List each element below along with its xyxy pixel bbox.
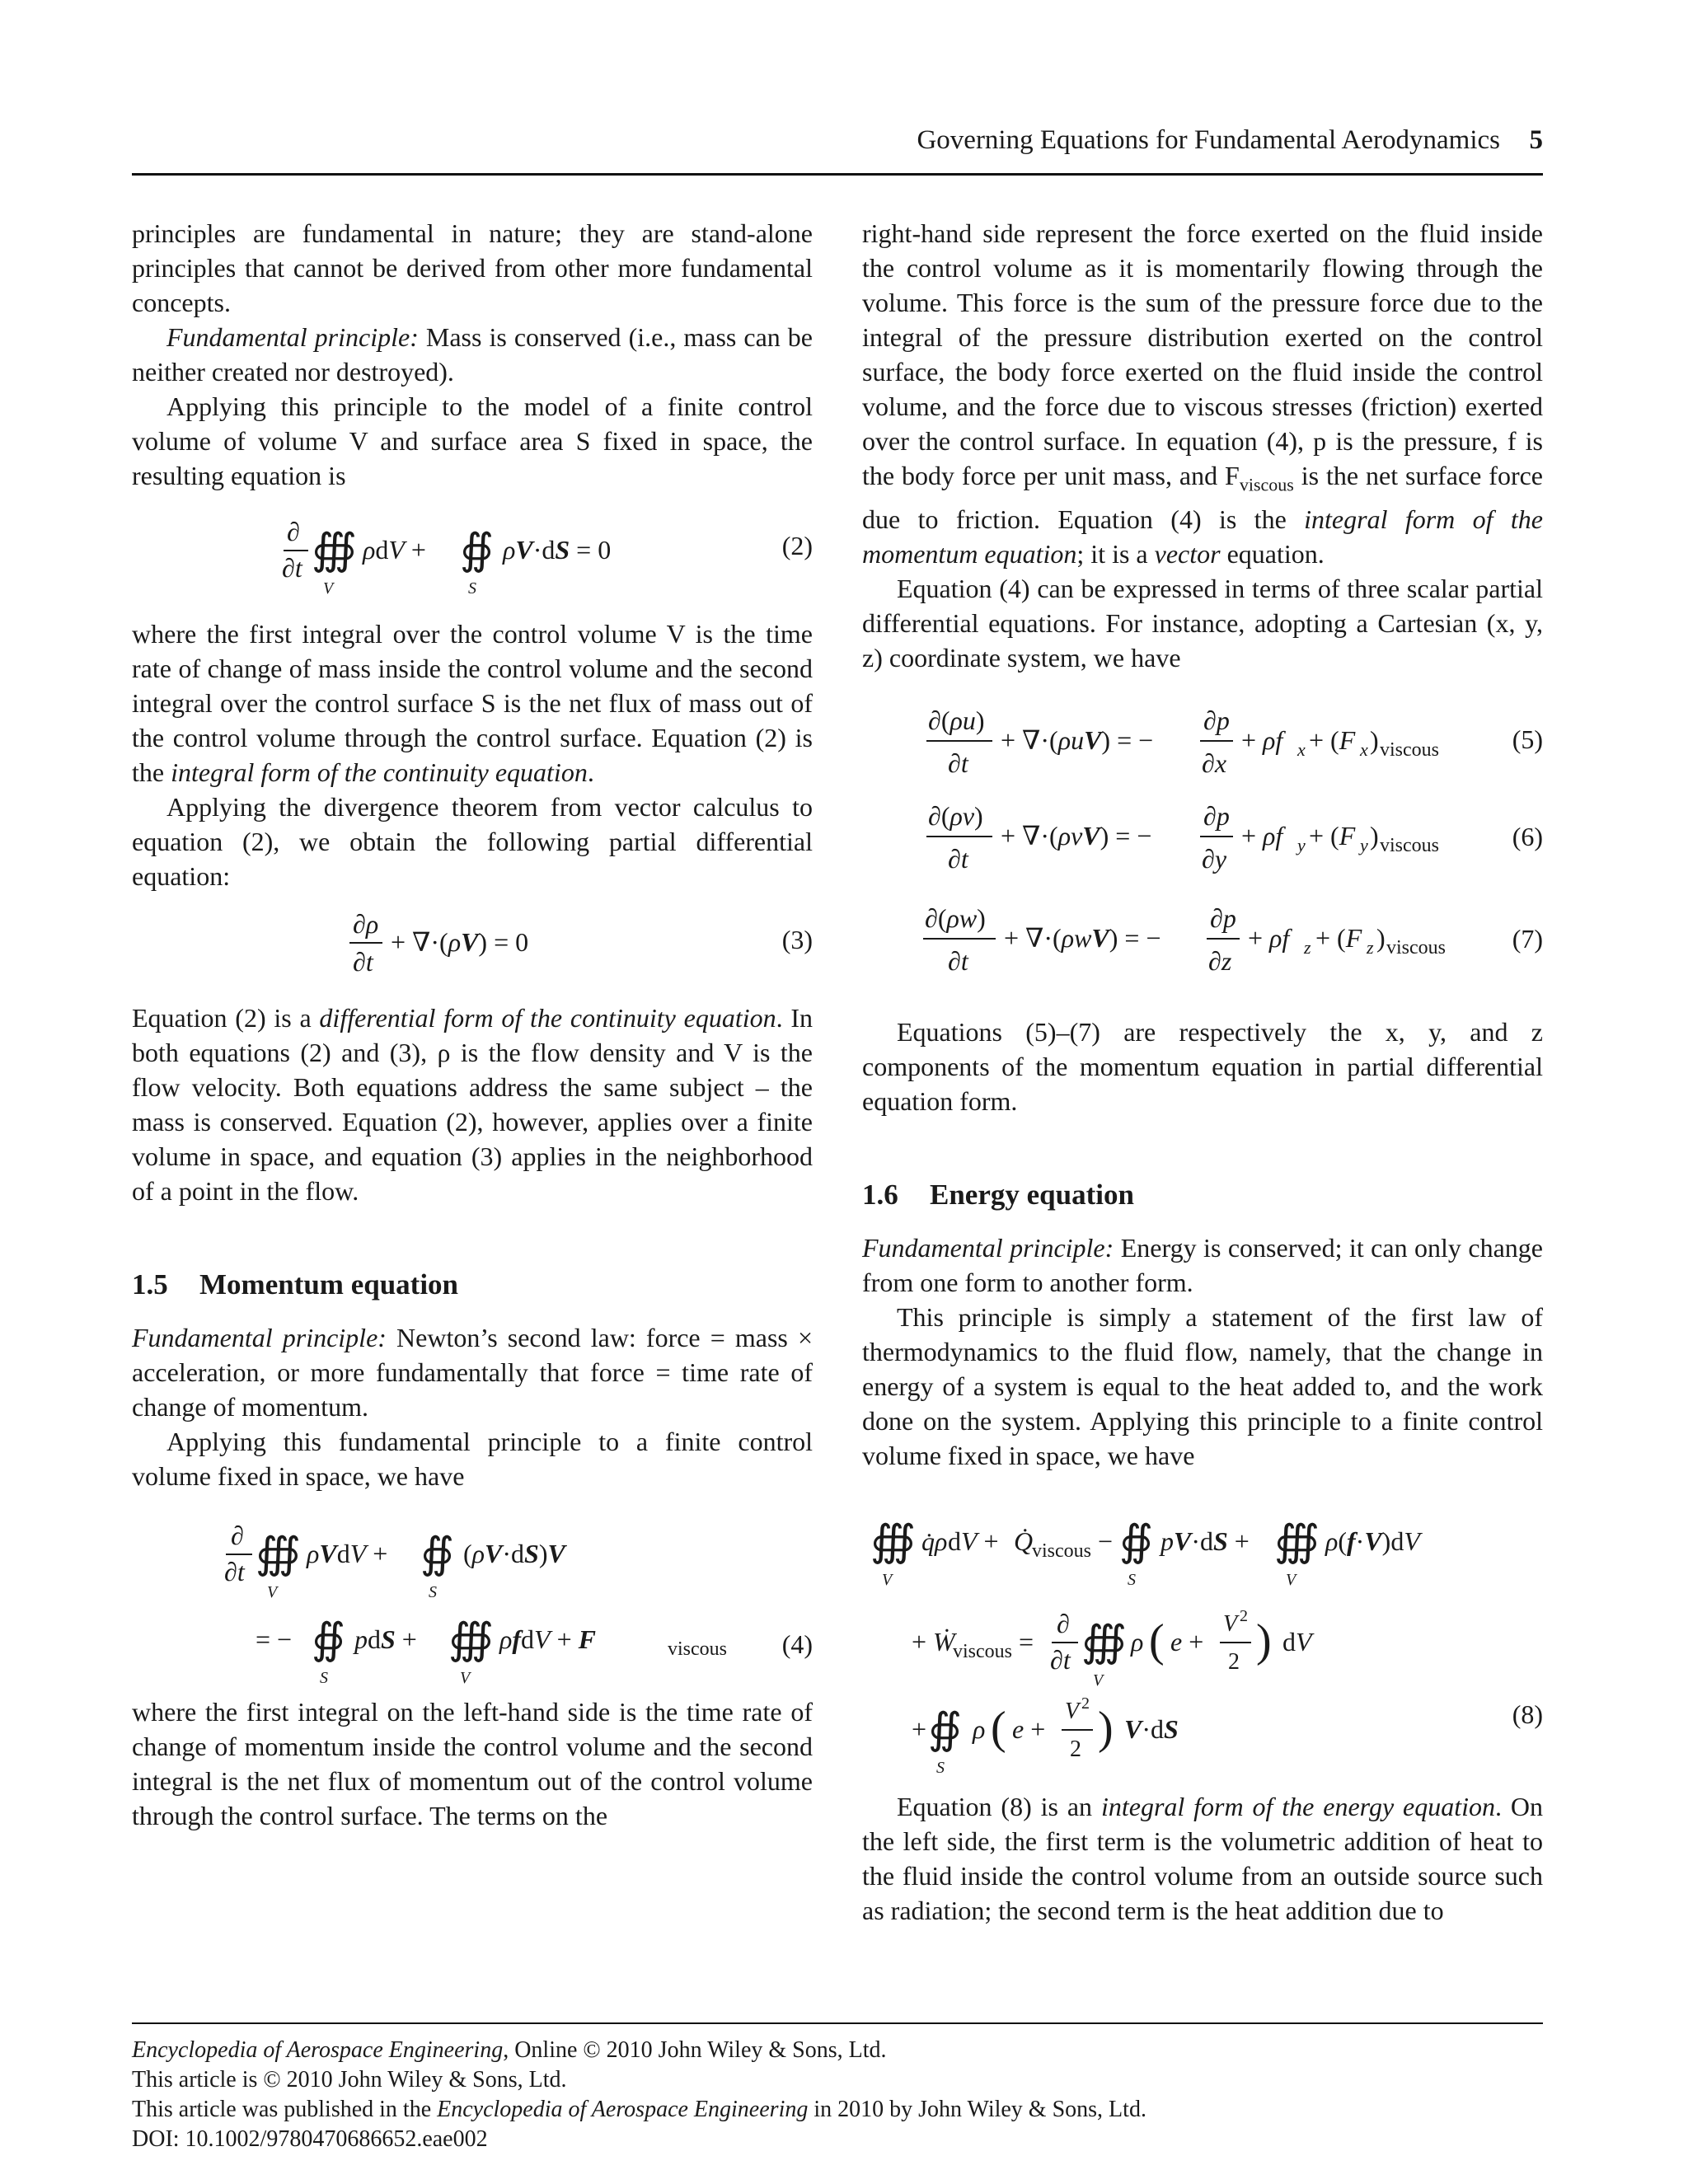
svg-text:ρ(f·V)dV: ρ(f·V)dV (1325, 1526, 1420, 1557)
svg-text:∯: ∯ (1119, 1518, 1154, 1566)
paragraph: Applying this principle to the model of a finite control volume of volume V and surface area S fixed in space, the resulting equation is (132, 391, 813, 490)
svg-text:ρ: ρ (1131, 1627, 1144, 1657)
running-header (132, 122, 1543, 176)
svg-text:∰: ∰ (1081, 1619, 1127, 1666)
svg-text:∂ρ: ∂ρ (353, 909, 379, 939)
svg-text:∯: ∯ (460, 527, 495, 574)
svg-text:= −: = − (256, 1624, 293, 1654)
svg-text:+ Ẇ: + Ẇ (912, 1627, 955, 1657)
svg-text:ρfdV + F: ρfdV + F (499, 1624, 596, 1654)
svg-text:S: S (936, 1759, 945, 1778)
paragraph: principles are fundamental in nature; they are stand-alone principles that cannot be derived from other more fundamental concepts. (132, 218, 813, 317)
paragraph: Equation (2) is a differential form of the continuity equation. In both equations (2) and (3), ρ is the flow density and V is the flow velocity. Both equations address the same subject – the mass is conserved. Equation (2), however, applies over a finite volume in space, and equation (3) applies in the neighborhood of a point in the flow. (132, 1003, 814, 1206)
equation-3 (132, 893, 813, 986)
equation-number: (6) (1512, 822, 1543, 852)
svg-text:viscous: viscous (1386, 937, 1446, 959)
svg-text:V: V (1065, 1699, 1080, 1725)
svg-text:V: V (882, 1571, 893, 1590)
svg-text:x: x (1360, 739, 1368, 761)
svg-text:2: 2 (1070, 1736, 1081, 1763)
footer-line: Encyclopedia of Aerospace Engineering, Online © 2010 John Wiley & Sons, Ltd. (132, 2037, 887, 2063)
paragraph: This principle is simply a statement of the first law of thermodynamics to the fluid flow, namely, that the change in energy of a system is equal to the heat added to, and the work done on the system. Applying this principle to a finite control volume fixed in space, we have (862, 1302, 1543, 1471)
paragraph: Fundamental principle: Newton’s second law: force = mass × acceleration, or more fundamentally that force = time rate of change of momentum. (132, 1323, 813, 1422)
svg-text:V: V (323, 579, 334, 598)
svg-text:+ ∇·(ρuV) = −: + ∇·(ρuV) = − (1001, 725, 1154, 756)
svg-text:∂x: ∂x (1202, 748, 1227, 779)
paragraph: Equations (5)–(7) are respectively the x, y, and z components of the momentum equation in partial differential equation form. (862, 1017, 1543, 1117)
svg-text:x: x (1297, 739, 1306, 761)
svg-text:∂p: ∂p (1203, 705, 1230, 736)
svg-text:∂t: ∂t (282, 553, 302, 583)
svg-text:∂z: ∂z (1208, 946, 1232, 977)
svg-text:∂: ∂ (287, 517, 300, 546)
equation-number: (3) (781, 925, 813, 954)
svg-text:∂(ρu): ∂(ρu) (928, 705, 985, 736)
equation-5-math (862, 693, 1543, 785)
svg-text:ρVdV +: ρVdV + (307, 1539, 388, 1568)
footer (132, 2022, 1543, 2154)
svg-text:+ ∇·(ρvV) = −: + ∇·(ρvV) = − (1001, 821, 1152, 851)
svg-text:): ) (1376, 923, 1386, 954)
equation-number: (2) (781, 531, 813, 560)
svg-text:∰: ∰ (448, 1616, 494, 1663)
svg-text:(: ( (991, 1703, 1006, 1755)
svg-text:viscous: viscous (1032, 1540, 1091, 1563)
svg-text:V: V (1286, 1571, 1296, 1590)
equation-8-math (862, 1486, 1543, 1778)
svg-text:dV: dV (1282, 1627, 1312, 1657)
svg-text:+ ρf: + ρf (1241, 725, 1283, 756)
paragraph: where the first integral over the control volume V is the time rate of change of mass inside the control volume and the second integral over the control surface S is the net flux of mass out of the control volume through the control surface. Equation (2) is the integral form of the continuity equation. (132, 619, 813, 787)
svg-text:e +: e + (1170, 1627, 1204, 1657)
svg-text:∰: ∰ (1274, 1518, 1320, 1566)
page-number: 5 (1529, 125, 1543, 155)
svg-text:V: V (1223, 1611, 1238, 1638)
equation-4 (132, 1493, 813, 1687)
svg-text:−: − (1098, 1526, 1114, 1557)
svg-text:+ ∇·(ρwV) = −: + ∇·(ρwV) = − (1004, 923, 1161, 954)
svg-text:e +: e + (1012, 1714, 1046, 1745)
svg-text:∂t: ∂t (353, 947, 373, 977)
svg-text:S: S (429, 1583, 437, 1601)
paragraph: Applying the divergence theorem from vector calculus to equation (2), we obtain the following partial differential equation: (132, 792, 813, 891)
equation-4-math (132, 1493, 813, 1687)
paragraph: Applying this fundamental principle to a finite control volume fixed in space, we have (132, 1427, 813, 1491)
equation-5 (862, 693, 1543, 785)
paragraph: where the first integral on the left-hand side is the time rate of change of momentum inside the control volume and the second integral is the net flux of momentum out of the control volume through the control surface. The terms on the (132, 1697, 813, 1830)
equation-8 (862, 1486, 1543, 1778)
svg-text:viscous: viscous (1380, 739, 1439, 762)
svg-text:V: V (1093, 1671, 1104, 1690)
svg-text:dV +: dV + (948, 1526, 999, 1557)
svg-text:pdS +: pdS + (354, 1624, 417, 1654)
svg-text:z: z (1367, 937, 1374, 958)
svg-text:V: V (460, 1669, 471, 1687)
svg-text:S: S (320, 1669, 328, 1687)
svg-text:V·dS: V·dS (1124, 1714, 1179, 1745)
svg-text:z: z (1304, 937, 1311, 958)
svg-text:+ ∇·(ρV) = 0: + ∇·(ρV) = 0 (391, 927, 529, 957)
svg-text:2: 2 (1081, 1694, 1090, 1713)
svg-text:(ρV·dS)V: (ρV·dS)V (463, 1539, 565, 1568)
svg-text:ρdV +: ρdV + (363, 535, 426, 565)
svg-text:∂y: ∂y (1202, 844, 1227, 874)
svg-text:∂p: ∂p (1210, 903, 1236, 934)
svg-text:∂t: ∂t (224, 1557, 245, 1586)
left-column (132, 216, 813, 1833)
svg-text:∂(ρw): ∂(ρw) (925, 903, 986, 934)
svg-text:+ ρf: + ρf (1241, 821, 1283, 851)
svg-text:∂(ρv): ∂(ρv) (928, 801, 983, 832)
paragraph: Equation (8) is an integral form of the energy equation. On the left side, the first term is the volumetric addition of heat to the fluid inside the control volume from an outside source such as radiation; the second term is the heat addition due to (862, 1792, 1544, 1926)
svg-text:): ) (1098, 1703, 1114, 1755)
equation-number: (5) (1512, 724, 1543, 755)
equation-7-math (862, 888, 1543, 990)
paragraph: Equation (4) can be expressed in terms of three scalar partial differential equations. For instance, adopting a Cartesian (x, y, z) coordinate system, we have (862, 574, 1543, 673)
svg-text:viscous: viscous (1380, 835, 1439, 857)
doi: DOI: 10.1002/9780470686652.eae002 (132, 2126, 488, 2152)
right-column (862, 216, 1543, 1928)
svg-text:∂: ∂ (231, 1521, 244, 1550)
svg-text:viscous: viscous (953, 1641, 1012, 1663)
svg-text:∂t: ∂t (948, 748, 968, 779)
svg-text:pV·dS +: pV·dS + (1160, 1526, 1250, 1557)
svg-text:+ ρf: + ρf (1248, 923, 1290, 954)
svg-text:∰: ∰ (256, 1530, 301, 1577)
svg-text:+: + (912, 1714, 927, 1745)
svg-text:y: y (1297, 835, 1306, 856)
equation-number: (4) (781, 1629, 813, 1659)
footer-line: This article was published in the Encyclopedia of Aerospace Engineering in 2010 by John Wiley & Sons, Ltd. (132, 2097, 1146, 2122)
paragraph: right-hand side represent the force exerted on the fluid inside the control volume as it is momentarily flowing through the volume. This force is the sum of the pressure force due to the integral of the pressure distribution exerted on the control surface, the body force exerted on the fluid inside the control volume, and the force due to viscous stresses (friction) exerted over the control surface. In equation (4), p is the pressure, f is the body force per unit mass, and $F_{viscous}$ is the net surface force due to friction. Equation (4) is the integral form of the momentum equation; it is a vector equation. (862, 218, 1544, 569)
equation-2 (132, 493, 813, 598)
svg-text:2: 2 (1228, 1649, 1240, 1675)
equation-7 (862, 888, 1543, 990)
svg-text:viscous: viscous (668, 1638, 727, 1660)
svg-text:∯: ∯ (420, 1530, 455, 1577)
svg-text:S: S (1128, 1571, 1136, 1590)
svg-text:(: ( (1149, 1615, 1165, 1667)
svg-text:∯: ∯ (928, 1706, 963, 1754)
svg-text:∂: ∂ (1057, 1609, 1070, 1639)
section-heading: 1.6 Energy equation (862, 1179, 1134, 1212)
svg-text:ρ: ρ (973, 1714, 986, 1745)
svg-text:∰: ∰ (870, 1518, 916, 1566)
svg-text:V: V (267, 1583, 278, 1601)
svg-text:+ (F: + (F (1309, 821, 1356, 851)
paragraph: Fundamental principle: Mass is conserved (i.e., mass can be neither created nor destroyed). (132, 322, 814, 387)
section-heading: 1.5 Momentum equation (132, 1268, 459, 1301)
svg-text:ρV·dS = 0: ρV·dS = 0 (503, 535, 612, 565)
running-title: Governing Equations for Fundamental Aerodynamics (917, 125, 1500, 155)
svg-text:∂t: ∂t (948, 844, 968, 874)
footer-line: This article is © 2010 John Wiley & Sons, Ltd. (132, 2067, 567, 2093)
svg-text:∂t: ∂t (948, 946, 968, 977)
svg-text:+ (F: + (F (1315, 923, 1362, 954)
equation-number: (7) (1512, 924, 1543, 954)
svg-text:Q̇: Q̇ (1014, 1526, 1034, 1557)
equation-6-math (862, 785, 1543, 888)
equation-number: (8) (1512, 1699, 1543, 1730)
svg-text:): ) (1370, 725, 1379, 756)
svg-text:S: S (468, 579, 476, 598)
svg-text:): ) (1370, 821, 1379, 851)
svg-text:∰: ∰ (312, 527, 357, 574)
svg-text:∯: ∯ (312, 1616, 346, 1663)
paragraph: Fundamental principle: Energy is conserved; it can only change from one form to another form. (862, 1233, 1544, 1298)
svg-text:y: y (1360, 835, 1368, 856)
svg-text:∂t: ∂t (1050, 1645, 1071, 1675)
svg-text:=: = (1019, 1627, 1034, 1657)
svg-text:): ) (1256, 1615, 1272, 1667)
equation-6 (862, 785, 1543, 888)
svg-text:+ (F: + (F (1309, 725, 1356, 756)
svg-text:q̇ρ: q̇ρ (921, 1526, 948, 1557)
equation-3-math (132, 893, 813, 986)
svg-text:∂p: ∂p (1203, 801, 1230, 832)
svg-text:2: 2 (1240, 1607, 1248, 1626)
equation-2-math (132, 493, 813, 598)
